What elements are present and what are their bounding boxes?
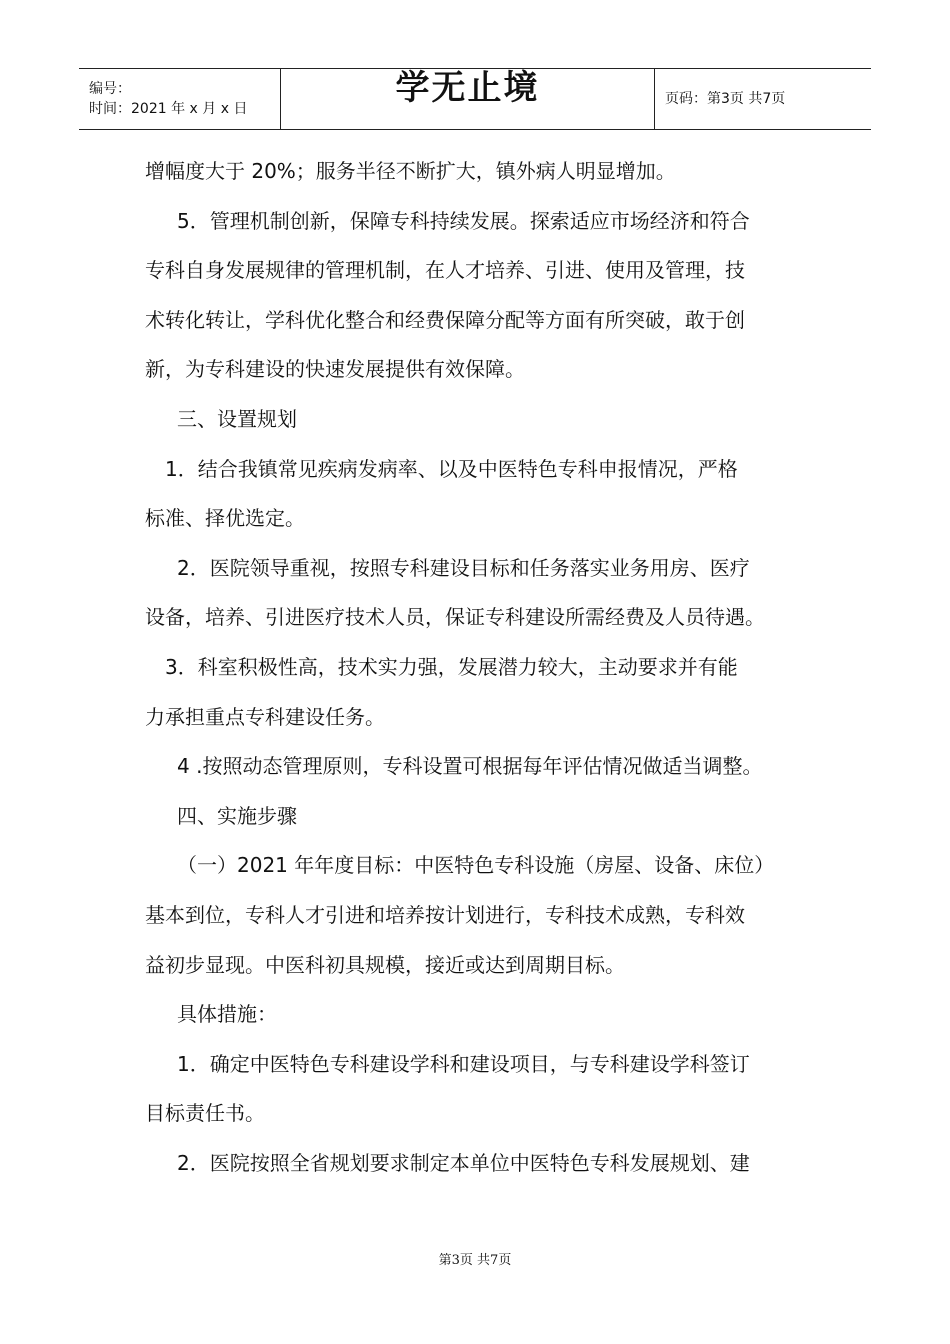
header-title: 学无止境 <box>281 69 655 129</box>
body-line: 益初步显现。中医科初具规模，接近或达到周期目标。 <box>145 952 625 977</box>
body-line: 2．医院领导重视，按照专科建设目标和任务落实业务用房、医疗 <box>177 555 750 580</box>
page-header <box>79 68 871 130</box>
document-body <box>145 147 810 1188</box>
body-line: 1．结合我镇常见疾病发病率、以及中医特色专科申报情况，严格 <box>165 456 738 481</box>
body-line: 标准、择优选定。 <box>145 506 305 531</box>
body-line: 2．医院按照全省规划要求制定本单位中医特色专科发展规划、建 <box>177 1150 750 1175</box>
body-line: 术转化转让，学科优化整合和经费保障分配等方面有所突破，敢于创 <box>145 307 745 332</box>
body-line: 新，为专科建设的快速发展提供有效保障。 <box>145 357 525 382</box>
number-label: 编号： <box>89 81 131 97</box>
body-line: 设备，培养、引进医疗技术人员，保证专科建设所需经费及人员待遇。 <box>145 605 765 630</box>
body-line: 增幅度大于 20%；服务半径不断扩大，镇外病人明显增加。 <box>145 159 676 183</box>
section-heading: 四、实施步骤 <box>177 803 297 828</box>
body-line: 基本到位，专科人才引进和培养按计划进行，专科技术成熟，专科效 <box>145 902 745 927</box>
subheading: 具体措施： <box>177 1002 277 1027</box>
body-line: 目标责任书。 <box>145 1101 265 1126</box>
time-label: 时间：2021 年 x 月 x 日 <box>89 101 248 117</box>
section-heading: 三、设置规划 <box>177 406 297 431</box>
body-line: 1．确定中医特色专科建设学科和建设项目，与专科建设学科签订 <box>177 1051 750 1076</box>
body-line: 力承担重点专科建设任务。 <box>145 704 385 729</box>
body-line: 4 .按照动态管理原则，专科设置可根据每年评估情况做适当调整。 <box>177 754 763 779</box>
body-line: 3．科室积极性高，技术实力强，发展潜力较大，主动要求并有能 <box>165 654 738 679</box>
page-footer: 第3页 共7页 <box>438 1253 512 1268</box>
body-line: （一）2021 年年度目标：中医特色专科设施（房屋、设备、床位） <box>177 853 775 878</box>
header-meta <box>79 69 281 129</box>
body-line: 专科自身发展规律的管理机制，在人才培养、引进、使用及管理，技 <box>145 258 745 283</box>
page-code: 页码：第3页 共7页 <box>665 91 786 107</box>
body-line: 5．管理机制创新，保障专科持续发展。探索适应市场经济和符合 <box>177 208 750 233</box>
